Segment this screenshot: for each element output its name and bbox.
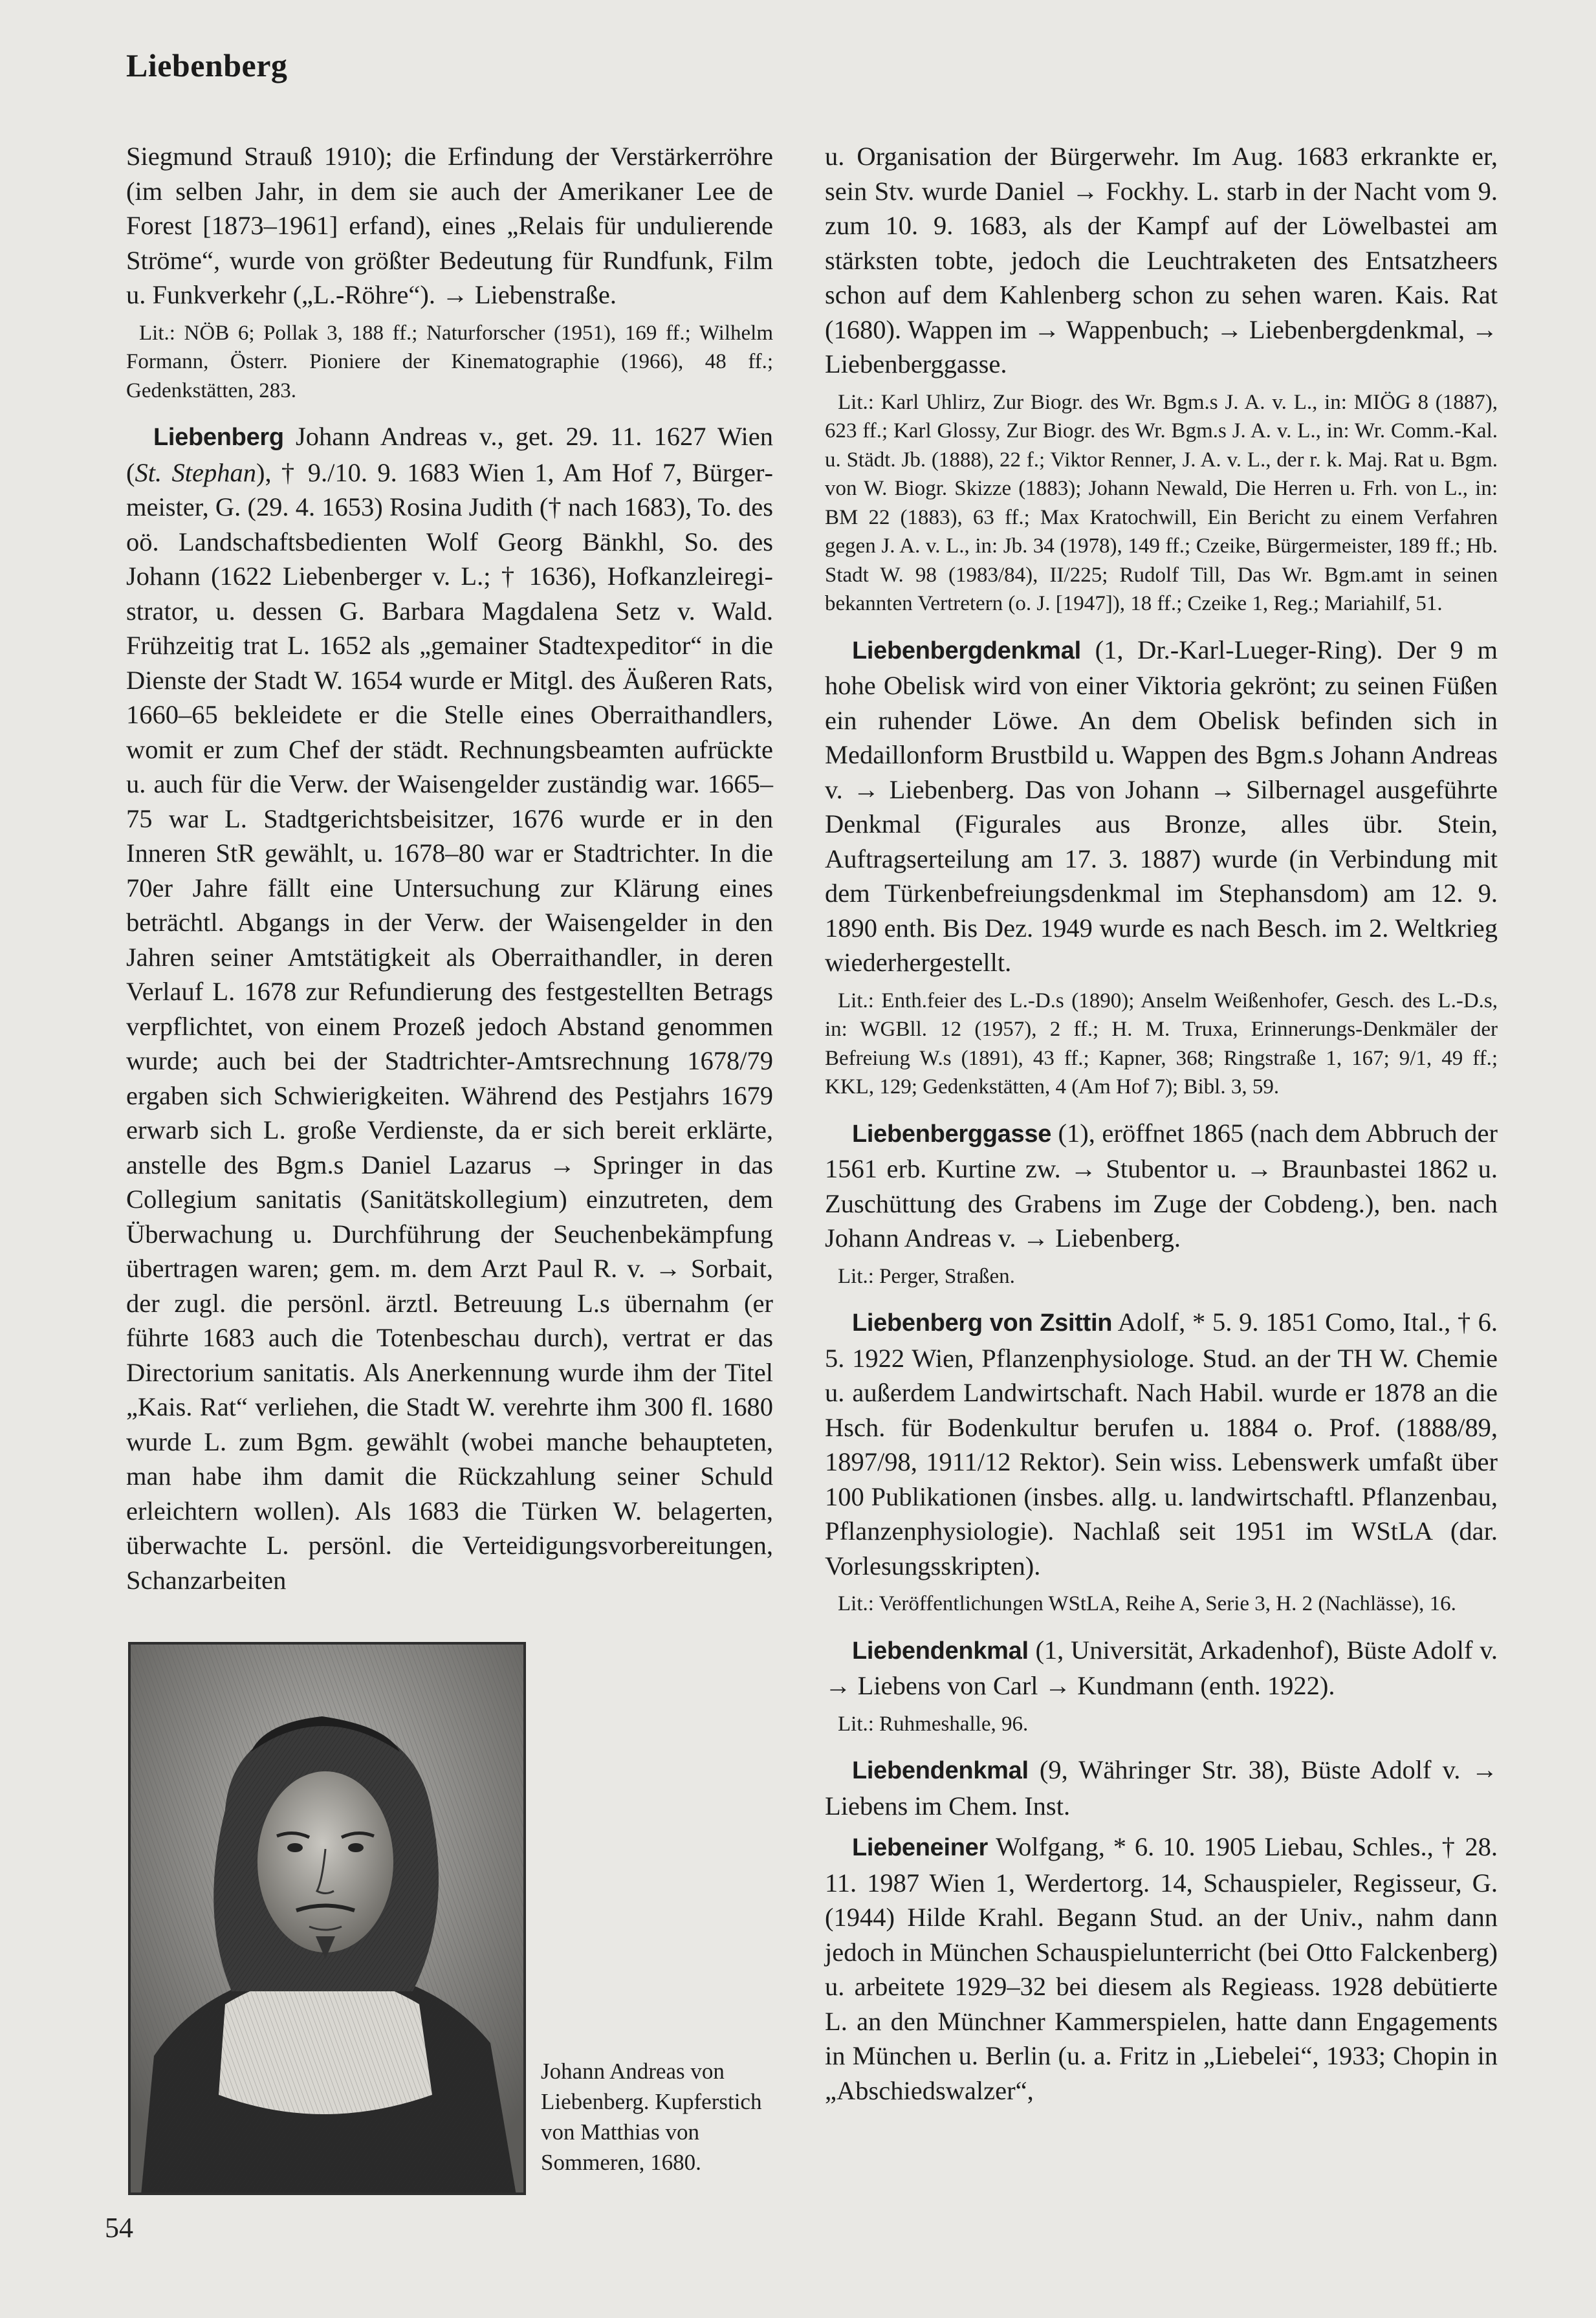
literature-note: Lit.: Veröffentlichungen WStLA, Reihe A, Serie 3, H. 2 (Nachlässe), 16.: [838, 1592, 1456, 1615]
portrait-engraving-image: [128, 1642, 526, 2195]
entry-headword: Liebendenkmal: [852, 1757, 1029, 1784]
entry-headword: Liebenbergdenkmal: [852, 637, 1081, 664]
entry-headword: Liebenberg: [153, 424, 284, 451]
entry-liebendenkmal-waehringer: [825, 1753, 1498, 1823]
page-number: 54: [105, 2212, 133, 2244]
literature-note: Lit.: Perger, Straßen.: [838, 1264, 1015, 1288]
literature-note: Lit.: NÖB 6; Pollak 3, 188 ff.; Naturforscher (1951), 169 ff.; Wilhelm Formann, Österr. Pioniere der Kinematographie (1966), 48 ff.; Gedenkstätten, 283.: [126, 321, 773, 402]
entry-headword: Liebenberggasse: [852, 1120, 1052, 1148]
entry-liebendenkmal-universitaet: [825, 1633, 1498, 1703]
entry-liebenberggasse: [825, 1116, 1498, 1256]
literature-note: Lit.: Enth.feier des L.-D.s (1890); Anselm Weißenhofer, Gesch. des L.-D.s, in: WGBll. 12 (1957), 2 ff.; H. M. Truxa, Erinnerungs-Denkmäler der Befreiung W.s (1891), 43 ff.; Kapner, 368; Ringstraße 1, 167; 9/1, 49 ff.; KKL, 129; Gedenkstätten, 4 (Am Hof 7); Bibl. 3, 59.: [825, 989, 1498, 1099]
page-header-title: Liebenberg: [126, 47, 288, 83]
entry-liebenbergdenkmal: [825, 633, 1498, 980]
entry-continuation: u. Organisation der Bürgerwehr. Im Aug. 1683 erkrankte er, sein Stv. wurde Daniel → Fockhy. L. starb in der Nacht vom 9. zum 10. 9. 1683, als der Kampf auf der Löwelbastei am stärksten tobte, jedoch die Leuchtraketen des Entsatzheers schon auf dem Kahlenberg schon zu sehen waren. Kais. Rat (1680). Wappen im → Wappenbuch; → Liebenbergdenkmal, → Liebenberggasse.: [825, 142, 1498, 378]
entry-liebenberg-johann-andreas: [126, 419, 773, 1597]
entry-liebeneiner: [825, 1830, 1498, 2108]
entry-text: (9, Währinger Str. 38), Büste Adolf v. → Liebens im Chem. Inst.: [825, 1755, 1498, 1821]
entry-text: (1, Dr.-Karl-Lueger-Ring). Der 9 m hohe Obelisk wird von einer Viktoria gekrönt; zu seinen Füßen ein ruhender Löwe. An dem Obelisk befinden sich in Medaillonform Brustbild u. Wappen des Bgm.s Johann Andreas v. → Liebenberg. Das von Johann → Silbernagel ausgeführte Denkmal (Figurales aus Bronze, alles übr. Stein, Auftragserteilung am 17. 3. 1887) wurde (in Verbindung mit dem Türkenbefreiungsdenkmal im Stephansdom) am 12. 9. 1890 enth. Bis Dez. 1949 wurde es nach Besch. im 2. Weltkrieg wiederhergestellt.: [825, 635, 1498, 977]
entry-headword: Liebenberg von Zsittin: [852, 1309, 1113, 1337]
entry-continuation: Siegmund Strauß 1910); die Erfindung der Verstärkerröhre (im selben Jahr, in dem sie auch der Amerikaner Lee de Forest [1873–1961] erfand), eines „Relais für undulierende Ströme“, wurde von größter Bedeutung für Rundfunk, Film u. Funkverkehr („L.-Röhre“). → Liebenstraße.: [126, 142, 773, 309]
entry-liebenberg-von-zsittin: [825, 1305, 1498, 1583]
entry-text: (1, Universität, Arkadenhof), Büste Adolf v. → Liebens von Carl → Kundmann (enth. 1922).: [825, 1635, 1498, 1700]
right-column: [825, 139, 1498, 2114]
entry-text: (1), eröffnet 1865 (nach dem Abbruch der 1561 erb. Kurtine zw. → Stubentor u. → Braunbastei 1862 u. Zuschüttung des Grabens im Zuge der Cobdeng.), ben. nach Johann Andreas v. → Liebenberg.: [825, 1118, 1498, 1252]
entry-headword: Liebendenkmal: [852, 1637, 1029, 1665]
literature-note: Lit.: Ruhmeshalle, 96.: [838, 1712, 1029, 1736]
entry-text: ), † 9./10. 9. 1683 Wien 1, Am Hof 7, Bürgermeister, G. (29. 4. 1653) Rosina Judith († nach 1683), To. des oö. Landschaftsbedienten Wolf Georg Bänkhl, So. des Johann (1622 Liebenberger v. L.; † 1636), Hofkanzleiregistrator, u. dessen G. Barbara Magdalena Setz v. Wald. Frühzeitig trat L. 1652 als „gemainer Stadtexpeditor“ in die Dienste der Stadt W. 1654 wurde er Mitgl. des Äußeren Rats, 1660–65 bekleidete er die Stelle eines Oberraithandlers, womit er zum Chef der städt. Rechnungsbeamten aufrückte u. auch für die Verw. der Waisengelder zuständig war. 1665–75 war L. Stadtgerichtsbeisitzer, 1676 wurde er in den Inneren StR gewählt, u. 1678–80 war er Stadtrichter. In die 70er Jahre fällt eine Untersuchung zur Klärung eines beträchtl. Abgangs in der Verw. der Waisengelder in den Jahren seiner Amtstätigkeit als Oberraithandler, in deren Verlauf L. 1678 zur Refundierung des festgestellten Betrags verpflichtet, von einem Prozeß jedoch Abstand genommen wurde; auch bei der Stadtrichter-Amtsrechnung 1678/79 ergaben sich Schwierigkeiten. Während des Pestjahrs 1679 erwarb sich L. große Verdienste, da er sich bereit erklärte, anstelle des Bgm.s Daniel Lazarus → Springer in das Collegium sanitatis (Sanitätskollegium) einzutreten, dem Überwachung u. Durchführung der Seuchenbekämpfung übertragen waren; gem. m. dem Arzt Paul R. v. → Sorbait, der zugl. die persönl. ärztl. Betreuung L.s übernahm (er führte 1683 auch die Totenbeschau durch), vertrat er das Directorium sanitatis. Als Anerkennung wurde ihm der Titel „Kais. Rat“ verliehen, die Stadt W. verehrte ihm 300 fl. 1680 wurde L. zum Bgm. gewählt (wobei manche behaupteten, man habe ihm damit die Rückzahlung seiner Schuld erleichtern wollen). Als 1683 die Türken W. belagerten, überwachte L. persönl. die Verteidigungsvorbereitungen, Schanzarbeiten: [126, 457, 774, 1595]
entry-text: Wolfgang, * 6. 10. 1905 Liebau, Schles., † 28. 11. 1987 Wien 1, Werdertorg. 14, Schauspieler, Regisseur, G. (1944) Hilde Krahl. Begann Stud. an der Univ., nahm dann jedoch in München Schauspielunterricht (bei Otto Falckenberg) u. arbeitete 1929–32 bei diesem als Regieass. 1928 debütierte L. an den Münchner Kammerspielen, hatte dann Engagements in München u. Berlin (u. a. Fritz in „Liebelei“, 1933; Chopin in „Abschiedswalzer“,: [825, 1832, 1498, 2105]
entry-text: Adolf, * 5. 9. 1851 Como, Ital., † 6. 5. 1922 Wien, Pflanzenphysiologe. Stud. an der TH W. Chemie u. außerdem Landwirtschaft. Nach Habil. wurde er 1878 an die Hsch. für Bodenkultur berufen u. 1884 o. Prof. (1888/89, 1897/98, 1911/12 Rektor). Sein wiss. Lebenswerk umfaßt über 100 Publikationen (insbes. allg. u. landwirtschaftl. Pflanzenbau, Pflanzenphysiologie). Nachlaß seit 1951 im WStLA (dar. Vorlesungsskripten).: [825, 1307, 1498, 1580]
literature-note: Lit.: Karl Uhlirz, Zur Biogr. des Wr. Bgm.s J. A. v. L., in: MIÖG 8 (1887), 623 ff.; Karl Glossy, Zur Biogr. des Wr. Bgm.s J. A. v. L., in: Wr. Comm.-Kal. u. Städt. Jb. (1888), 22 f.; Viktor Renner, J. A. v. L., der r. k. Maj. Rat u. Bgm. von W. Biogr. Skizze (1883); Johann Newald, Die Herren u. Frh. von L., in: BM 22 (1883), 63 ff.; Max Kratochwill, Ein Bericht zu einem Verfahren gegen J. A. v. L., in: Jb. 34 (1978), 149 ff.; Czeike, Bürgermeister, 189 ff.; Hb. Stadt W. 98 (1983/84), II/225; Rudolf Till, Das Wr. Bgm.amt in seinen bekannten Vertretern (o. J. [1947]), 18 ff.; Czeike 1, Reg.; Mariahilf, 51.: [825, 390, 1498, 615]
entry-text: Johann Andreas v., get. 29. 11. 1627 Wien (: [126, 422, 773, 487]
entry-italic-text: St. Stephan: [135, 457, 256, 487]
portrait-figure: [128, 1642, 775, 2198]
figure-caption: Johann Andreas von Liebenberg. Kupferstich von Matthias von Sommeren, 1680.: [541, 2059, 762, 2175]
left-column: [126, 139, 773, 1604]
entry-headword: Liebeneiner: [852, 1834, 988, 1861]
